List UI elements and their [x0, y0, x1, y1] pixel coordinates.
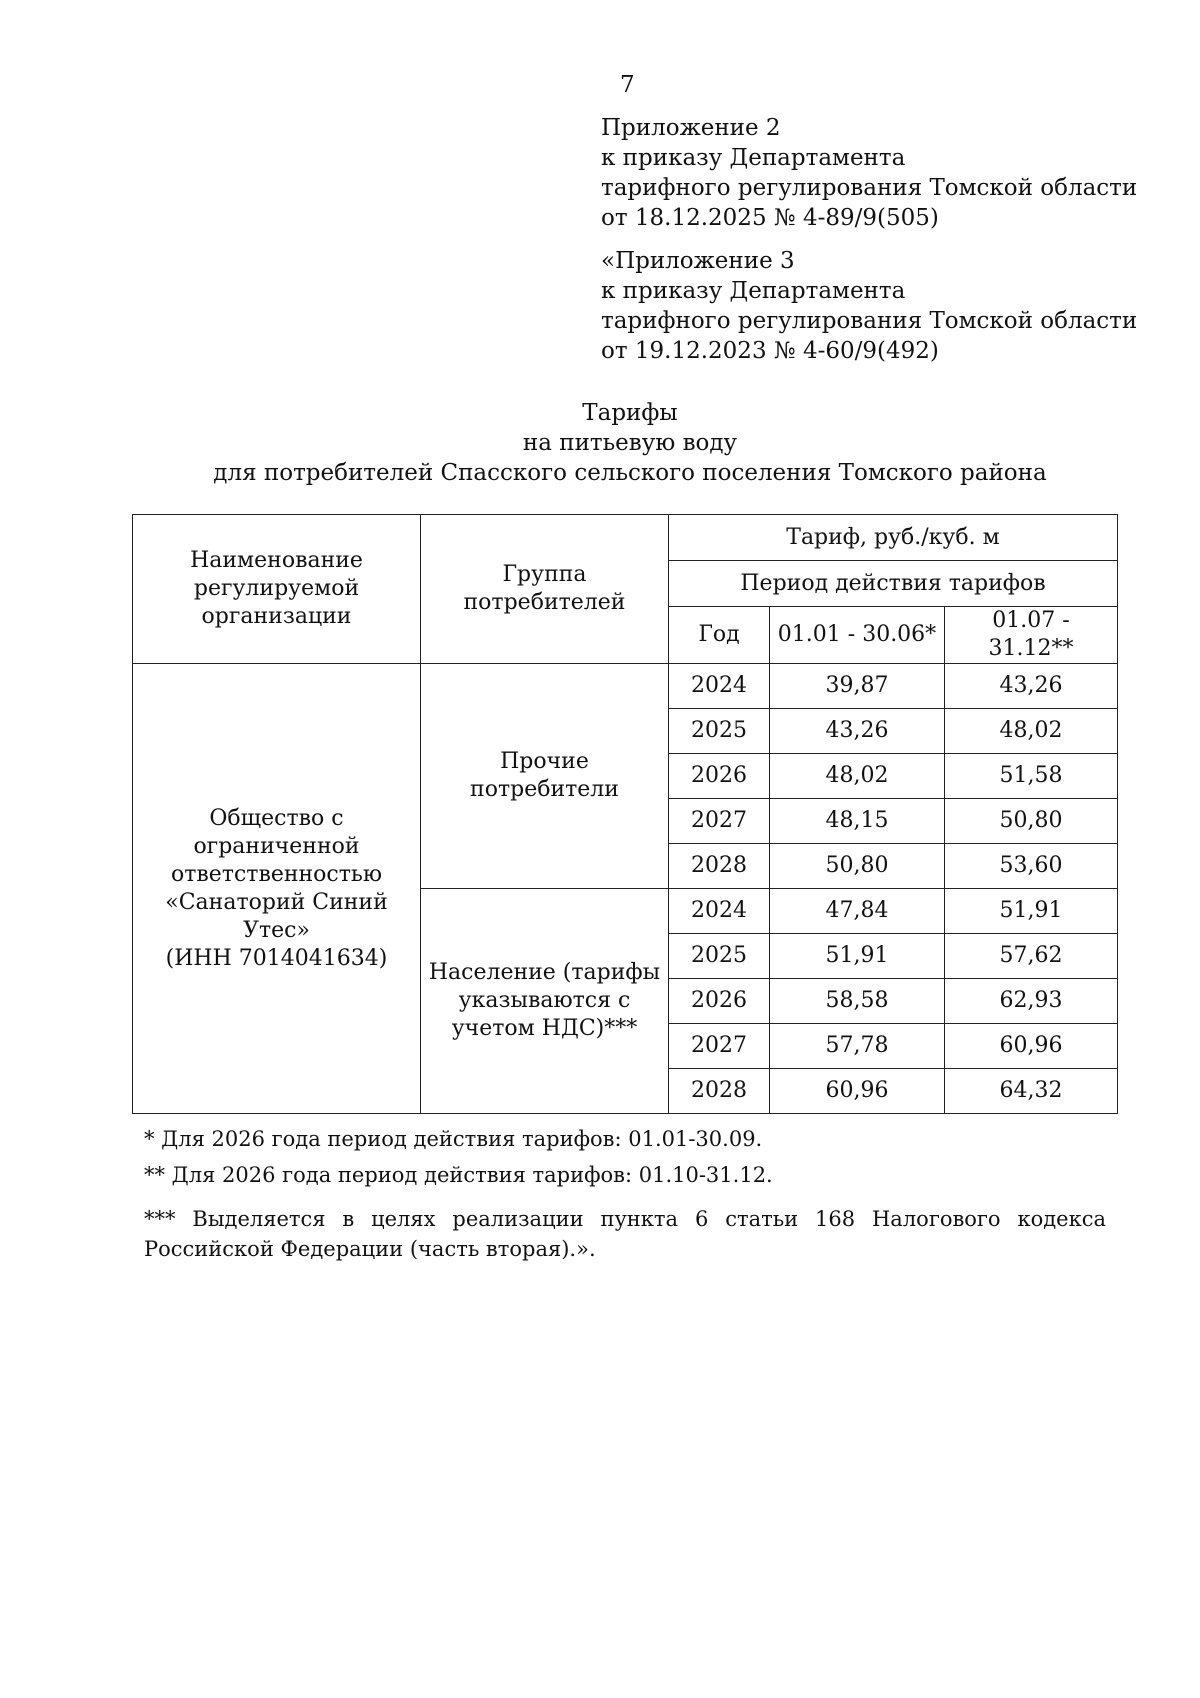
tariff-period-1-cell: 39,87 [770, 664, 945, 709]
organization-name-cell [133, 664, 421, 1114]
header-year: Год [669, 607, 770, 664]
consumer-group-line: указываются с [458, 988, 631, 1013]
tariff-period-1-cell: 51,91 [770, 934, 945, 979]
consumer-group-line: Население (тарифы [428, 960, 661, 985]
year-cell: 2027 [669, 799, 770, 844]
tariff-period-2-cell: 50,80 [945, 799, 1118, 844]
title-line-1: Тарифы [582, 400, 678, 426]
footnote-1: * Для 2026 года период действия тарифов: 01.01-30.09. [144, 1127, 763, 1151]
year-cell: 2026 [669, 754, 770, 799]
appendix-line: к приказу Департамента [601, 278, 906, 304]
footnote-2: ** Для 2026 года период действия тарифов: 01.10-31.12. [144, 1163, 773, 1187]
tariff-period-2-cell: 60,96 [945, 1024, 1118, 1069]
appendix-line: от 19.12.2023 № 4-60/9(492) [601, 338, 939, 364]
tariff-period-2-cell: 51,91 [945, 889, 1118, 934]
tariff-period-2-cell: 64,32 [945, 1069, 1118, 1114]
year-cell: 2026 [669, 979, 770, 1024]
tariff-period-1-cell: 50,80 [770, 844, 945, 889]
header-consumer-group: Группа потребителей [421, 515, 669, 664]
year-cell: 2024 [669, 889, 770, 934]
tariff-period-1-cell: 57,78 [770, 1024, 945, 1069]
year-cell: 2027 [669, 1024, 770, 1069]
tariff-period-2-cell: 43,26 [945, 664, 1118, 709]
appendix-line: «Приложение 3 [601, 248, 795, 274]
appendix-reference-current [601, 113, 1137, 233]
organization-name-line: Утес» [243, 917, 310, 943]
tariff-period-2-cell: 51,58 [945, 754, 1118, 799]
tariff-period-2-cell: 62,93 [945, 979, 1118, 1024]
title-line-2: на питьевую воду [522, 430, 738, 456]
organization-name-line: ответственностью [170, 861, 383, 887]
year-cell: 2024 [669, 664, 770, 709]
consumer-group-cell [421, 889, 669, 1114]
header-period-2: 01.07 - 31.12** [945, 607, 1118, 664]
consumer-group-line: учетом НДС)*** [451, 1016, 638, 1041]
header-period: Период действия тарифов [669, 561, 1118, 607]
appendix-reference-original [601, 246, 1137, 366]
year-cell: 2028 [669, 844, 770, 889]
tariff-period-1-cell: 48,02 [770, 754, 945, 799]
header-tariff-unit: Тариф, руб./куб. м [669, 515, 1118, 561]
header-period-1: 01.01 - 30.06* [770, 607, 945, 664]
tariff-period-2-cell: 53,60 [945, 844, 1118, 889]
year-cell: 2025 [669, 709, 770, 754]
title-line-3: для потребителей Спасского сельского поселения Томского района [213, 460, 1047, 486]
tariff-period-2-cell: 57,62 [945, 934, 1118, 979]
tariff-period-1-cell: 60,96 [770, 1069, 945, 1114]
appendix-line: тарифного регулирования Томской области [601, 308, 1138, 334]
footnote-3: *** Выделяется в целях реализации пункта 6 статьи 168 Налогового кодекса Российской Федерации (часть вторая).». [144, 1207, 1106, 1261]
consumer-group-line: Прочие потребители [470, 749, 619, 802]
page-number: 7 [620, 72, 635, 98]
year-cell: 2025 [669, 934, 770, 979]
tariff-period-1-cell: 43,26 [770, 709, 945, 754]
table-row [133, 664, 1118, 709]
header-organization: Наименование регулируемой организации [133, 515, 421, 664]
year-cell: 2028 [669, 1069, 770, 1114]
organization-name-line: (ИНН 7014041634) [165, 945, 388, 971]
organization-name-line: Общество с [209, 805, 344, 831]
tariff-period-1-cell: 58,58 [770, 979, 945, 1024]
appendix-line: от 18.12.2025 № 4-89/9(505) [601, 205, 939, 231]
tariff-period-2-cell: 48,02 [945, 709, 1118, 754]
organization-name-line: «Санаторий Синий [165, 889, 388, 915]
consumer-group-cell [421, 664, 669, 889]
tariff-period-1-cell: 48,15 [770, 799, 945, 844]
tariff-table [132, 514, 1118, 1114]
appendix-line: к приказу Департамента [601, 145, 906, 171]
appendix-line: тарифного регулирования Томской области [601, 175, 1138, 201]
appendix-line: Приложение 2 [601, 115, 781, 141]
document-title [0, 398, 1200, 488]
organization-name-line: ограниченной [193, 833, 360, 859]
tariff-period-1-cell: 47,84 [770, 889, 945, 934]
